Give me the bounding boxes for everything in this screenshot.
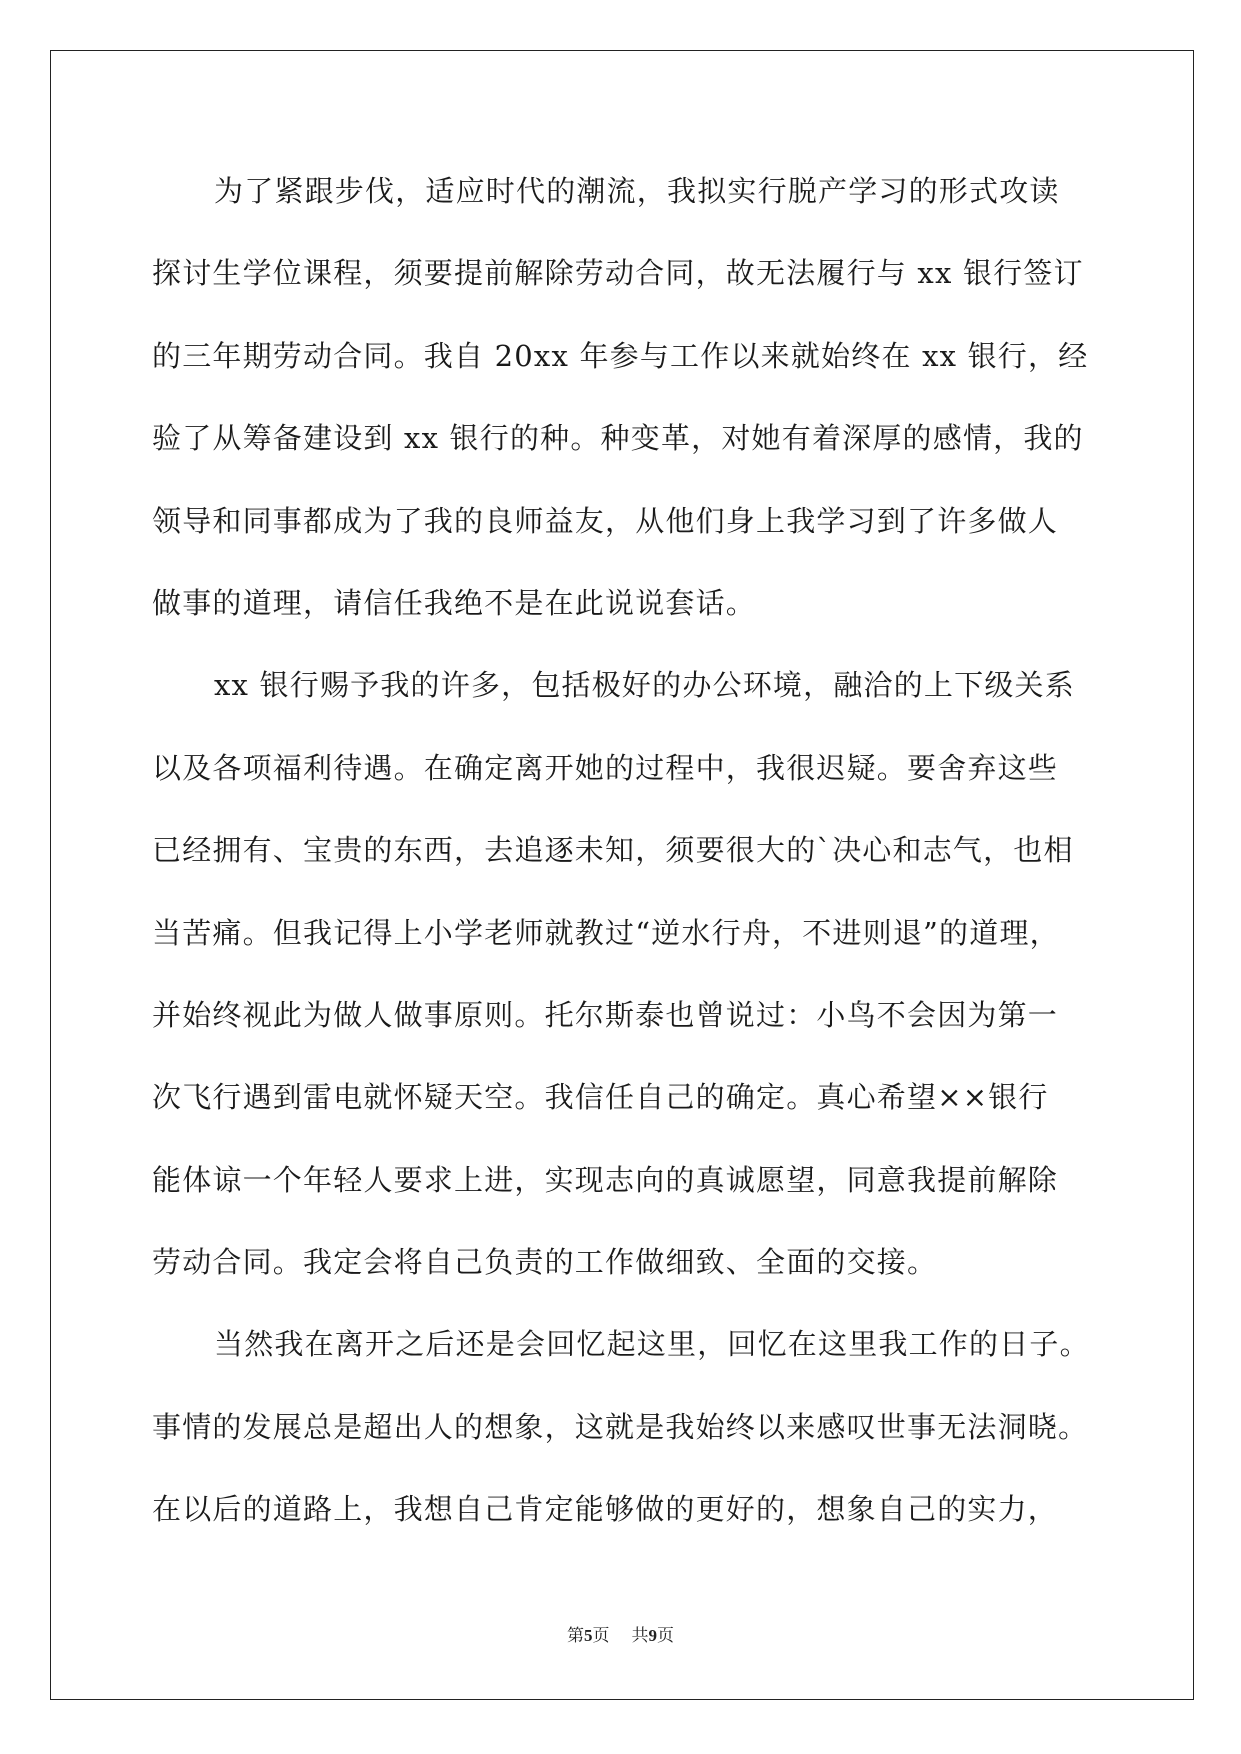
total-prefix: 共 bbox=[631, 1626, 649, 1645]
paragraph-2-line-6: 次飞行遇到雷电就怀疑天空。我信任自己的确定。真心希望××银行 bbox=[152, 1080, 1049, 1115]
paragraph-3-line-2: 事情的发展总是超出人的想象，这就是我始终以来感叹世事无法洞晓。 bbox=[152, 1409, 1089, 1444]
current-page-number: 5 bbox=[584, 1626, 593, 1645]
paragraph-1-line-2: 探讨生学位课程，须要提前解除劳动合同，故无法履行与 xx 银行签订 bbox=[152, 256, 1084, 291]
paragraph-1-line-1: 为了紧跟步伐，适应时代的潮流，我拟实行脱产学习的形式攻读 bbox=[214, 174, 1060, 208]
total-suffix: 页 bbox=[657, 1626, 674, 1645]
page-suffix: 页 bbox=[592, 1626, 610, 1645]
paragraph-2-line-3: 已经拥有、宝贵的东西，去追逐未知，须要很大的`决心和志气，也相 bbox=[152, 833, 1074, 868]
paragraph-1-line-4: 验了从筹备建设到 xx 银行的种。种变革，对她有着深厚的感情，我的 bbox=[152, 421, 1084, 456]
paragraph-1-line-5: 领导和同事都成为了我的良师益友，从他们身上我学习到了许多做人 bbox=[152, 503, 1059, 538]
paragraph-3-line-1: 当然我在离开之后还是会回忆起这里，回忆在这里我工作的日子。 bbox=[214, 1327, 1090, 1362]
page-footer bbox=[0, 1621, 1241, 1646]
paragraph-1-line-3: 的三年期劳动合同。我自 20xx 年参与工作以来就始终在 xx 银行，经 bbox=[152, 338, 1089, 373]
paragraph-2-line-4: 当苦痛。但我记得上小学老师就教过“逆水行舟，不进则退”的道理， bbox=[152, 915, 1060, 950]
paragraph-2-line-7: 能体谅一个年轻人要求上进，实现志向的真诚愿望，同意我提前解除 bbox=[152, 1162, 1059, 1197]
paragraph-3-line-3: 在以后的道路上，我想自己肯定能够做的更好的，想象自己的实力， bbox=[152, 1492, 1059, 1527]
paragraph-1-line-6: 做事的道理，请信任我绝不是在此说说套话。 bbox=[152, 585, 757, 620]
paragraph-2-line-8: 劳动合同。我定会将自己负责的工作做细致、全面的交接。 bbox=[152, 1245, 938, 1280]
page-prefix: 第 bbox=[567, 1626, 584, 1645]
paragraph-2-line-2: 以及各项福利待遇。在确定离开她的过程中，我很迟疑。要舍弃这些 bbox=[152, 750, 1059, 785]
total-page-number: 9 bbox=[648, 1626, 657, 1645]
paragraph-2-line-1: xx 银行赐予我的许多，包括极好的办公环境，融洽的上下级关系 bbox=[214, 668, 1075, 703]
document-body bbox=[152, 163, 1090, 1564]
paragraph-2-line-5: 并始终视此为做人做事原则。托尔斯泰也曾说过：小鸟不会因为第一 bbox=[152, 997, 1059, 1032]
